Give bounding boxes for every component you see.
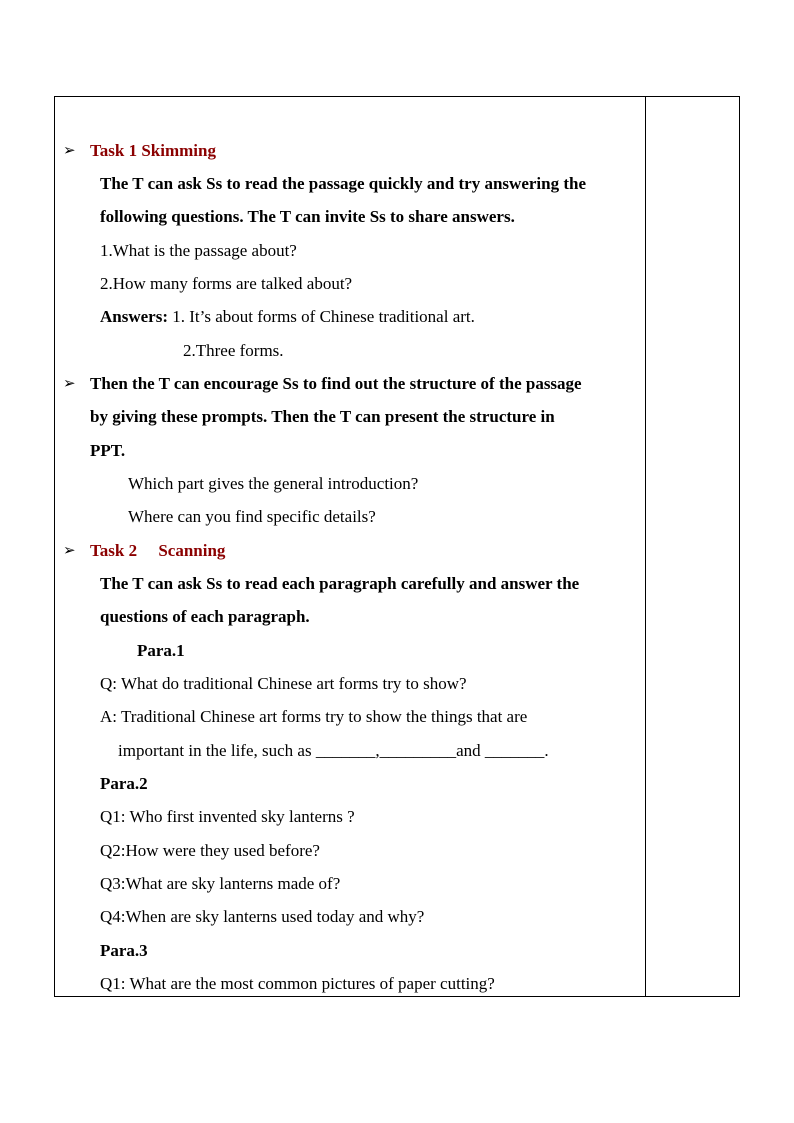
answer2: 2.Three forms.	[183, 341, 284, 360]
task1-question2: 2.How many forms are talked about?	[100, 274, 353, 293]
bullet-arrow-icon: ➢	[63, 543, 76, 559]
bullet-arrow-icon: ➢	[63, 143, 76, 159]
task2-instruction-line2: questions of each paragraph.	[100, 607, 310, 626]
structure-prompt2: Where can you find specific details?	[128, 507, 376, 526]
task2-heading: Task 2 Scanning	[90, 541, 226, 560]
para2-question2: Q2:How were they used before?	[100, 841, 320, 860]
answers-label: Answers:	[100, 307, 168, 326]
para3-question1: Q1: What are the most common pictures of paper cutting?	[100, 974, 495, 993]
bullet-arrow-icon: ➢	[63, 376, 76, 392]
para1-answer-line2: important in the life, such as _______,_________and _______.	[118, 741, 549, 760]
para2-question3: Q3:What are sky lanterns made of?	[100, 874, 341, 893]
task1-instruction-line1: The T can ask Ss to read the passage quickly and try answering the	[100, 174, 586, 193]
column-divider	[645, 97, 646, 996]
structure-prompt1: Which part gives the general introduction?	[128, 474, 419, 493]
para3-label: Para.3	[100, 941, 148, 960]
para2-question1: Q1: Who first invented sky lanterns ?	[100, 807, 355, 826]
task1-question1: 1.What is the passage about?	[100, 241, 297, 260]
para1-question: Q: What do traditional Chinese art forms try to show?	[100, 674, 467, 693]
task1-answers	[100, 307, 475, 327]
task2-instruction-line1: The T can ask Ss to read each paragraph carefully and answer the	[100, 574, 580, 593]
structure-line2: by giving these prompts. Then the T can present the structure in	[90, 407, 555, 426]
para2-question4: Q4:When are sky lanterns used today and why?	[100, 907, 425, 926]
answer1: 1. It’s about forms of Chinese traditional art.	[168, 307, 475, 326]
para2-label: Para.2	[100, 774, 148, 793]
para1-label: Para.1	[137, 641, 185, 660]
structure-line1: Then the T can encourage Ss to find out the structure of the passage	[90, 374, 582, 393]
task1-heading: Task 1 Skimming	[90, 141, 216, 160]
task1-instruction-line2: following questions. The T can invite Ss to share answers.	[100, 207, 515, 226]
structure-line3: PPT.	[90, 441, 126, 460]
lesson-table	[54, 96, 740, 997]
para1-answer-line1: A: Traditional Chinese art forms try to show the things that are	[100, 707, 528, 726]
